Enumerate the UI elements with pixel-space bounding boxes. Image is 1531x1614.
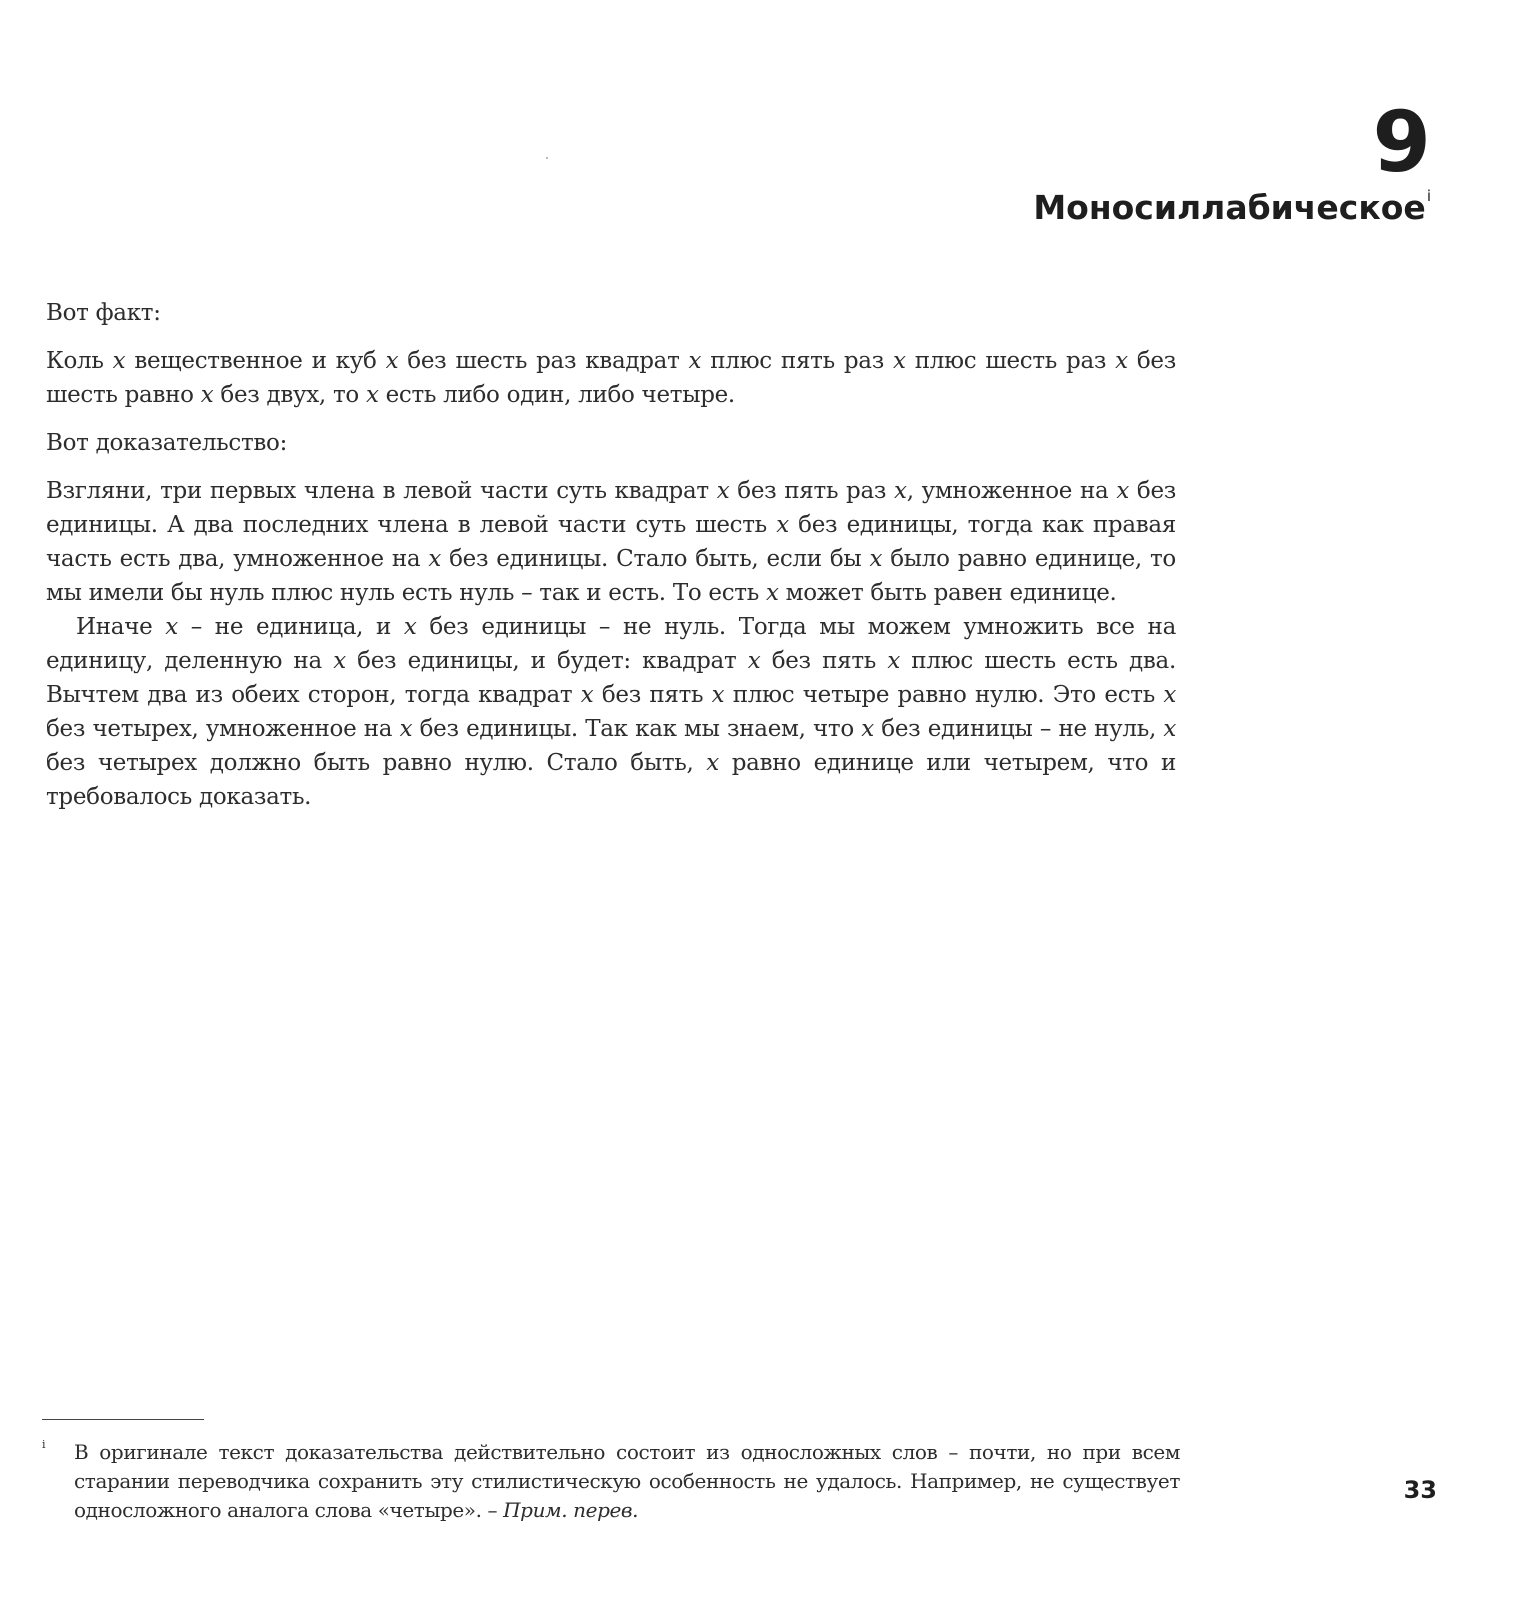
variable-x: x [887,648,900,674]
text-run: без четырех должно быть равно нулю. Стало быть, [46,750,707,776]
text-run: без единицы, и будет: квадрат [345,648,748,674]
variable-x: x [894,478,907,504]
variable-x: x [776,512,789,538]
paragraph-fact-intro: Вот факт: [46,300,161,326]
variable-x: x [706,750,719,776]
text-run: Взгляни, три первых члена в левой части суть квадрат [46,478,717,504]
text-run: Коль [46,348,113,374]
footnote-marker: i [42,1438,46,1451]
variable-x: x [200,382,214,408]
text-run: без двух, то [213,382,366,408]
variable-x: x [688,348,702,374]
text-run: вещественное и куб [125,348,386,374]
text-run: , умноженное на [906,478,1117,504]
text-run: без единицы – не нуль, [873,716,1164,742]
footnote-divider [42,1419,204,1420]
body-text [46,296,1176,814]
variable-x: x [112,348,126,374]
text-run: плюс шесть раз [905,348,1116,374]
paragraph-proof-intro: Вот доказательство: [46,430,288,456]
footnote-text [74,1438,1180,1525]
text-run: – не единица, и [177,614,404,640]
text-run: плюс шесть есть два. Вычтем два из обеих сторон, тогда квадрат [46,648,1176,708]
text-run: есть либо один, либо четыре. [378,382,735,408]
variable-x: x [580,682,594,708]
paragraph-proof-part2 [46,610,1176,814]
text-run: плюс пять раз [701,348,893,374]
text-run: Иначе [76,614,166,640]
variable-x: x [861,716,874,742]
chapter-title-text: Моносиллабическое [1033,188,1426,227]
text-run: без четырех, умноженное на [46,716,400,742]
text-run: без шесть раз квадрат [398,348,689,374]
text-run: равно единице или четырем, что и требовалось доказать. [46,750,1177,810]
variable-x: x [747,648,761,674]
variable-x: x [869,546,883,572]
scan-speck [546,157,548,159]
text-run: без пять [760,648,888,674]
variable-x: x [716,478,730,504]
footnote [42,1438,1180,1525]
paragraph-fact [46,344,1176,412]
variable-x: x [711,682,725,708]
variable-x: x [765,580,779,606]
variable-x: x [385,348,399,374]
variable-x: x [1115,348,1128,374]
text-run: без пять раз [729,478,895,504]
text-run: без единицы, тогда как правая часть есть два, умноженное на [46,512,1176,572]
text-run: без единицы. А два последних члена в левой части суть шесть [46,478,1176,538]
translator-note-label: Прим. перев. [503,1498,639,1522]
variable-x: x [403,614,417,640]
text-run: плюс четыре равно нулю. Это есть [724,682,1164,708]
variable-x: x [1116,478,1129,504]
paragraph-proof-part1 [46,474,1176,610]
footnote-body: В оригинале текст доказательства действительно состоит из односложных слов – почти, но при всем старании переводчика сохранить эту стилистическую особенность не удалось. Например, не существует односложного аналога слова «четыре». – [74,1440,1180,1522]
variable-x: x [399,716,413,742]
chapter-title [1033,188,1431,228]
variable-x: x [365,382,379,408]
text-run: может быть равен единице. [778,580,1117,606]
variable-x: x [892,348,906,374]
page-number: 33 [1403,1476,1437,1504]
text-run: без пять [593,682,712,708]
variable-x: x [165,614,178,640]
text-run: без единицы. Так как мы знаем, что [412,716,862,742]
chapter-number: 9 [1372,93,1431,191]
text-run: было равно единице, то мы имели бы нуль плюс нуль есть нуль – так и есть. То есть [46,546,1176,606]
variable-x: x [333,648,346,674]
chapter-title-footnote-marker: i [1426,187,1431,205]
variable-x: x [1163,716,1176,742]
text-run: без единицы. Стало быть, если бы [441,546,870,572]
variable-x: x [428,546,442,572]
variable-x: x [1163,682,1176,708]
text-run: без шесть равно [46,348,1176,408]
text-run: без единицы – не нуль. Тогда мы можем умножить все на единицу, деленную на [46,614,1176,674]
